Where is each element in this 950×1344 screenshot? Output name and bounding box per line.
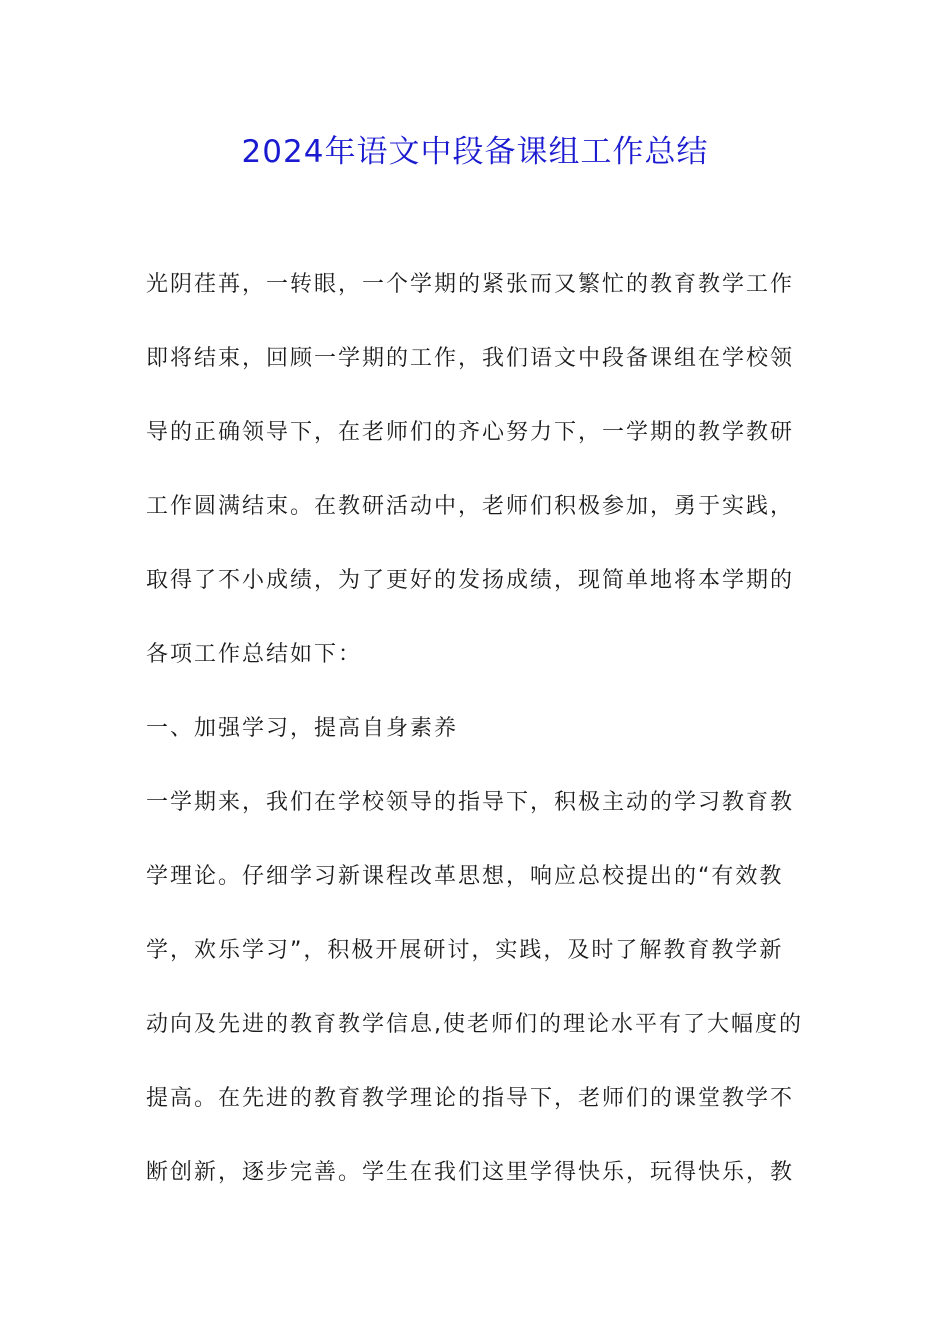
body-line: 工作圆满结束。在教研活动中，老师们积极参加，勇于实践， xyxy=(146,494,795,519)
body-line: 各项工作总结如下： xyxy=(146,642,363,667)
section-heading: 一、加强学习，提高自身素养 xyxy=(146,716,459,741)
body-line: 学理论。仔细学习新课程改革思想，响应总校提出的“有效教 xyxy=(146,864,784,889)
body-line: 动向及先进的教育教学信息,使老师们的理论水平有了大幅度的 xyxy=(146,1012,803,1037)
document-body xyxy=(146,262,816,1224)
body-line: 学，欢乐学习”，积极开展研讨，实践，及时了解教育教学新 xyxy=(146,938,784,963)
body-line: 断创新，逐步完善。学生在我们这里学得快乐，玩得快乐，教 xyxy=(146,1160,795,1185)
body-line: 光阴荏苒，一转眼，一个学期的紧张而又繁忙的教育教学工作 xyxy=(146,272,795,297)
body-line: 一学期来，我们在学校领导的指导下，积极主动的学习教育教 xyxy=(146,790,795,815)
body-line: 即将结束，回顾一学期的工作，我们语文中段备课组在学校领 xyxy=(146,346,795,371)
body-line: 导的正确领导下，在老师们的齐心努力下，一学期的教学教研 xyxy=(146,420,795,445)
body-line: 取得了不小成绩，为了更好的发扬成绩，现简单地将本学期的 xyxy=(146,568,795,593)
document-title: 2024年语文中段备课组工作总结 xyxy=(241,134,709,170)
body-line: 提高。在先进的教育教学理论的指导下，老师们的课堂教学不 xyxy=(146,1086,795,1111)
